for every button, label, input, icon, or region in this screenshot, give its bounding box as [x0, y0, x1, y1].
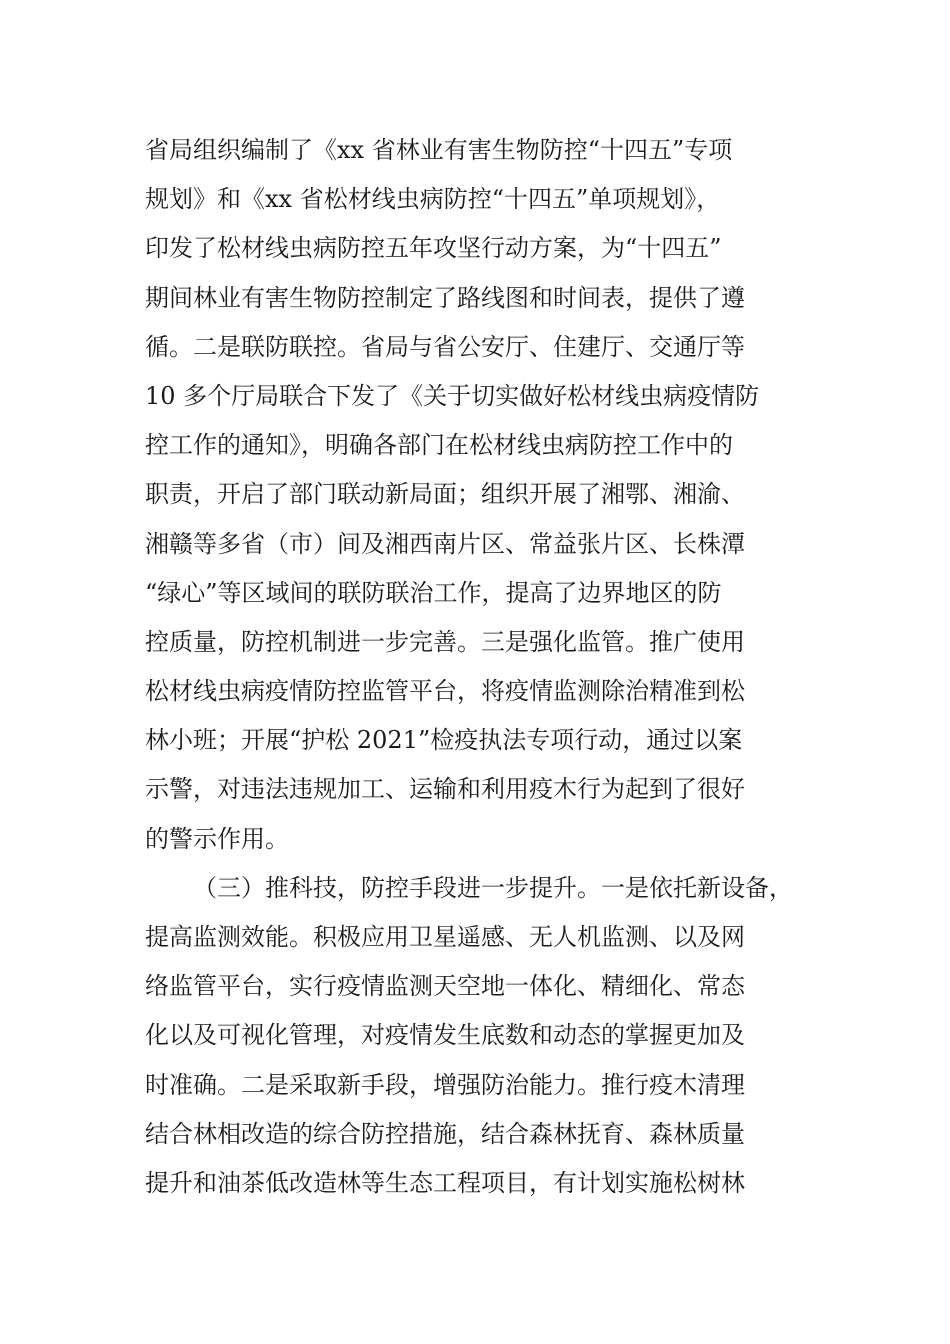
text-line-8: 职责，开启了部门联动新局面；组织开展了湘鄂、湘渝、: [145, 480, 745, 509]
text-line-14: 示警，对违法违规加工、运输和利用疫木行为起到了很好: [145, 775, 745, 804]
text-line-10: “绿心”等区域间的联防联治工作，提高了边界地区的防: [145, 578, 722, 607]
text-line-7: 控工作的通知》，明确各部门在松材线虫病防控工作中的: [145, 431, 733, 460]
text-line-20: 时准确。二是采取新手段，增强防治能力。推行疫木清理: [145, 1070, 745, 1099]
text-line-3: 印发了松材线虫病防控五年攻坚行动方案，为“十四五”: [145, 234, 722, 263]
text-line-6: 10 多个厅局联合下发了《关于切实做好松材线虫病疫情防: [145, 381, 760, 410]
text-line-5: 循。二是联防联控。省局与省公安厅、住建厅、交通厅等: [145, 332, 745, 361]
text-line-11: 控质量，防控机制进一步完善。三是强化监管。推广使用: [145, 627, 745, 656]
text-line-13: 林小班；开展“护松 2021”检疫执法专项行动，通过以案: [145, 726, 743, 755]
text-line-9: 湘赣等多省（市）间及湘西南片区、常益张片区、长株潭: [145, 529, 745, 558]
text-line-2: 规划》和《xx 省松材线虫病防控“十四五”单项规划》，: [145, 185, 721, 214]
text-line-22: 提升和油茶低改造林等生态工程项目，有计划实施松树林: [145, 1168, 745, 1197]
text-line-21: 结合林相改造的综合防控措施，结合森林抚育、森林质量: [145, 1119, 745, 1148]
text-line-18: 络监管平台，实行疫情监测天空地一体化、精细化、常态: [145, 972, 745, 1001]
text-line-12: 松材线虫病疫情防控监管平台，将疫情监测除治精准到松: [145, 677, 745, 706]
text-line-4: 期间林业有害生物防控制定了路线图和时间表，提供了遵: [145, 283, 745, 312]
text-line-1: 省局组织编制了《xx 省林业有害生物防控“十四五”专项: [145, 136, 733, 164]
text-line-17: 提高监测效能。积极应用卫星遥感、无人机监测、以及网: [145, 923, 745, 951]
text-line-19: 化以及可视化管理，对疫情发生底数和动态的掌握更加及: [145, 1021, 745, 1050]
body-text: [145, 126, 815, 1208]
paragraph-start-line: （三）推科技，防控手段进一步提升。一是依托新设备，: [193, 873, 793, 902]
text-line-15: 的警示作用。: [145, 824, 289, 853]
